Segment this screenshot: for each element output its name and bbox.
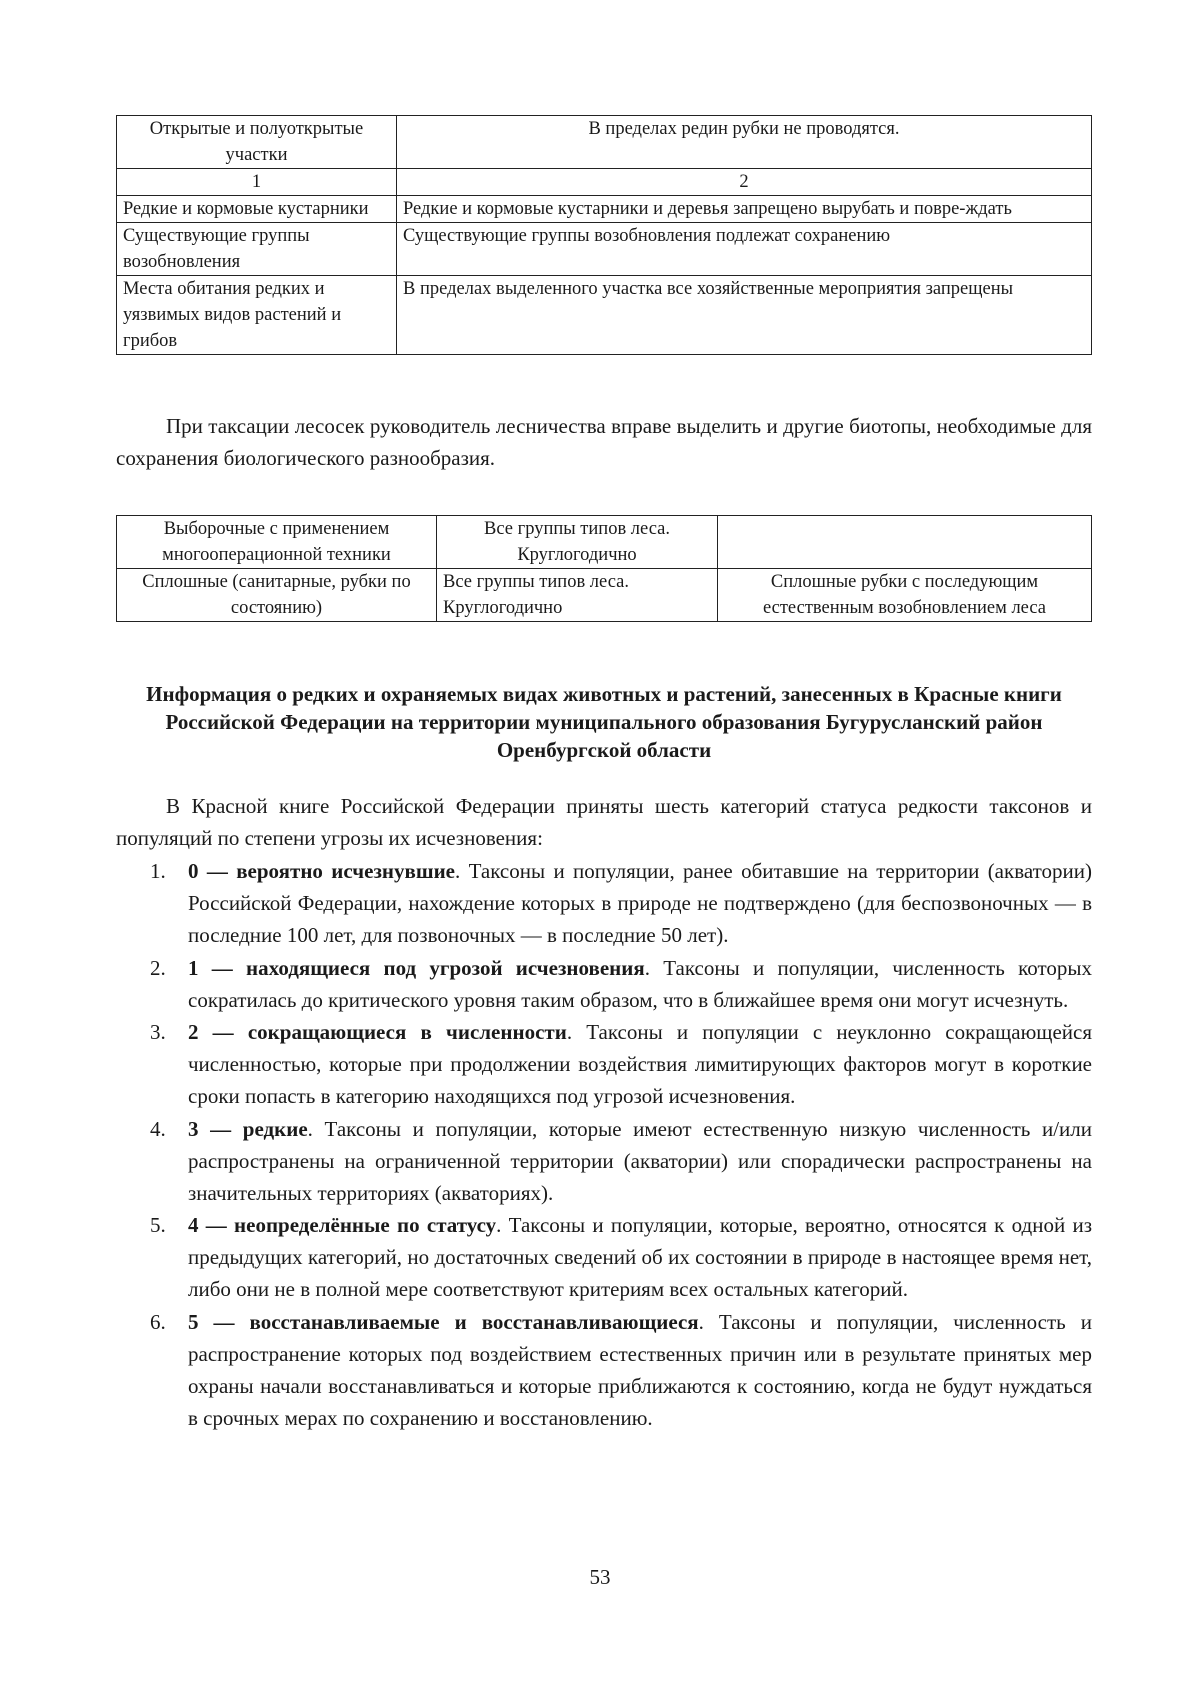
category-description: . Таксоны и популяции, численность которых сократилась до критического уровня таким образом, что в ближайшее время они могут исчезнуть. bbox=[188, 955, 1092, 1012]
table-cell: Редкие и кормовые кустарники и деревья запрещено вырубать и повре-ждать bbox=[397, 196, 1092, 223]
category-description: . Таксоны и популяции с неуклонно сокращающейся численностью, которые при продолжении воздействия лимитирующих факторов могут в короткие сроки попасть в категорию находящихся под угрозой исчезновения. bbox=[188, 1020, 1092, 1108]
category-description: . Таксоны и популяции, которые имеют естественную низкую численность и/или распространены на ограниченной территории (акватории) или спорадически распространены на значительных территориях (акваториях). bbox=[188, 1116, 1092, 1205]
list-item bbox=[116, 1306, 1092, 1434]
intro-paragraph: В Красной книге Российской Федерации приняты шесть категорий статуса редкости таксонов и популяций по степени угрозы их исчезновения: bbox=[116, 794, 1092, 850]
list-item bbox=[116, 1016, 1092, 1112]
biotope-paragraph: При таксации лесосек руководитель лесничества вправе выделить и другие биотопы, необходимые для сохранения биологического разнообразия. bbox=[116, 414, 1092, 470]
list-item bbox=[116, 1113, 1092, 1209]
table-cell: Существующие группы возобновления bbox=[117, 223, 397, 276]
section-heading: Информация о редких и охраняемых видах животных и растений, занесенных в Красные книги Российской Федерации на территории муниципального образования Бугурусланский район Оренбургской области bbox=[146, 682, 1062, 762]
table-row bbox=[117, 169, 1092, 196]
list-item-number: 6. bbox=[150, 1309, 166, 1334]
category-term: 5 — восстанавливаемые и восстанавливающиеся bbox=[188, 1309, 699, 1334]
category-description: . Таксоны и популяции, ранее обитавшие на территории (акватории) Российской Федерации, нахождение которых в природе не подтверждено (для беспозвоночных — в последние 100 лет, для позвоночных — в последние 50 лет). bbox=[188, 859, 1092, 947]
category-description: . Таксоны и популяции, которые, вероятно, относятся к одной из предыдущих категорий, но достаточных сведений об их состоянии в природе в настоящее время нет, либо они не в полной мере соответствуют критериям всех остальных категорий. bbox=[188, 1213, 1092, 1301]
table-cell bbox=[718, 516, 1092, 569]
list-item-number: 2. bbox=[150, 955, 166, 980]
habitat-rules-table bbox=[116, 115, 1092, 355]
table-cell: В пределах выделенного участка все хозяйственные мероприятия запрещены bbox=[397, 276, 1092, 355]
table-cell: 1 bbox=[117, 169, 397, 196]
category-term: 2 — сокращающиеся в численности bbox=[188, 1020, 567, 1044]
table-cell: Сплошные рубки с последующим естественным возобновлением леса bbox=[718, 569, 1092, 622]
table-cell: Все группы типов леса. Круглогодично bbox=[437, 516, 718, 569]
table-cell: Сплошные (санитарные, рубки по состоянию) bbox=[117, 569, 437, 622]
list-item-number: 5. bbox=[150, 1213, 166, 1237]
table-cell: Редкие и кормовые кустарники bbox=[117, 196, 397, 223]
list-item-number: 4. bbox=[150, 1116, 166, 1141]
table-cell: Выборочные с применением многооперационной техники bbox=[117, 516, 437, 569]
list-item-number: 3. bbox=[150, 1020, 166, 1044]
category-term: 4 — неопределённые по статусу bbox=[188, 1213, 497, 1237]
category-description: . Таксоны и популяции, численность и распространение которых под воздействием естественных причин или в результате принятых мер охраны начали восстанавливаться и которые приближаются к состоянию, когда не будут нуждаться в срочных мерах по сохранению и восстановлению. bbox=[188, 1309, 1092, 1430]
table-cell: Существующие группы возобновления подлежат сохранению bbox=[397, 223, 1092, 276]
table-row bbox=[117, 223, 1092, 276]
table-row bbox=[117, 196, 1092, 223]
list-item-number: 1. bbox=[150, 859, 166, 883]
table-row bbox=[117, 116, 1092, 169]
list-item bbox=[116, 1209, 1092, 1305]
list-item bbox=[116, 952, 1092, 1016]
category-term: 1 — находящиеся под угрозой исчезновения bbox=[188, 955, 645, 980]
table-row bbox=[117, 276, 1092, 355]
table-row bbox=[117, 516, 1092, 569]
cutting-types-table bbox=[116, 515, 1092, 622]
category-list bbox=[116, 855, 1092, 1434]
table-cell: В пределах редин рубки не проводятся. bbox=[397, 116, 1092, 169]
table-cell: Открытые и полуоткрытые участки bbox=[117, 116, 397, 169]
category-term: 0 — вероятно исчезнувшие bbox=[188, 859, 455, 883]
table-cell: Все группы типов леса. Круглогодично bbox=[437, 569, 718, 622]
page-number: 53 bbox=[589, 1565, 611, 1589]
table-row bbox=[117, 569, 1092, 622]
table-cell: 2 bbox=[397, 169, 1092, 196]
category-term: 3 — редкие bbox=[188, 1116, 308, 1141]
table-cell: Места обитания редких и уязвимых видов растений и грибов bbox=[117, 276, 397, 355]
list-item bbox=[116, 855, 1092, 951]
